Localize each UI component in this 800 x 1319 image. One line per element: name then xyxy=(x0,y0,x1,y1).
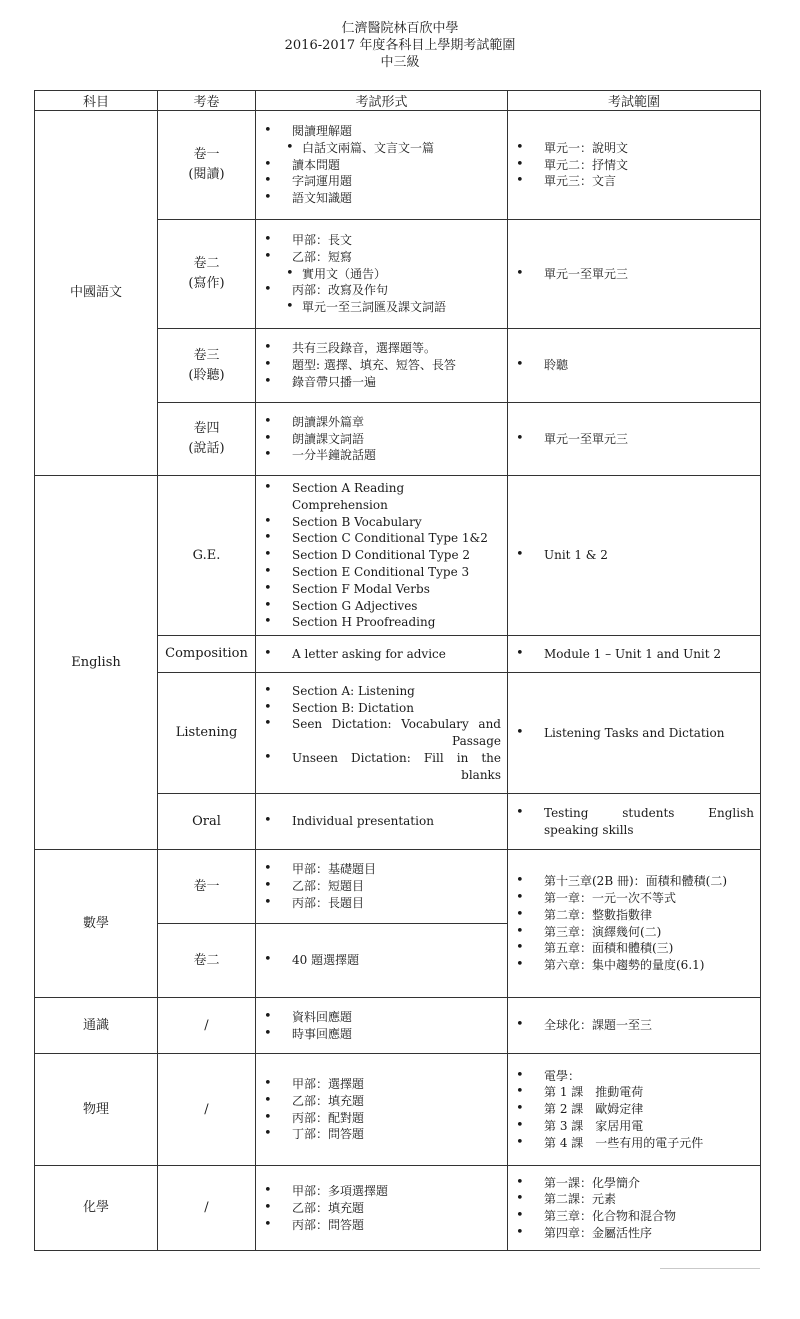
scope-cell xyxy=(508,850,761,998)
scope-cell xyxy=(508,329,761,403)
list-item: • Section G Adjectives xyxy=(264,598,501,615)
paper-name: Oral xyxy=(158,794,256,850)
paper-name: G.E. xyxy=(158,476,256,636)
paper-name: / xyxy=(158,1054,256,1166)
list-item: • 實用文（通告） xyxy=(264,266,501,283)
table-row xyxy=(35,998,761,1054)
list-item: • 單元一至三詞匯及課文詞語 xyxy=(264,299,501,316)
subject-maths: 數學 xyxy=(35,850,158,998)
list-item: • 甲部：基礎題目 xyxy=(264,861,501,878)
exam-scope-table xyxy=(34,90,761,1251)
list-item: • 甲部：選擇題 xyxy=(264,1076,501,1093)
paper-name: 卷二 xyxy=(158,924,256,998)
format-cell xyxy=(256,924,508,998)
scan-artifact-line xyxy=(660,1268,760,1269)
format-cell xyxy=(256,220,508,329)
document-title: 2016-2017 年度各科目上學期考試範圍 xyxy=(284,38,516,53)
list-item-line: speaking skills xyxy=(544,822,634,837)
paper-name: 卷一 xyxy=(193,147,220,162)
list-item: • 電學： xyxy=(516,1068,754,1085)
list-item: • Listening Tasks and Dictation xyxy=(516,725,754,742)
list-item: • 甲部：長文 xyxy=(264,232,501,249)
list-item: • Individual presentation xyxy=(264,813,501,830)
paper-cell xyxy=(158,329,256,403)
list-item: • 丙部：長題目 xyxy=(264,895,501,912)
list-item: • 第一章：一元一次不等式 xyxy=(516,890,754,907)
paper-name: 卷一 xyxy=(158,850,256,924)
list-item: • 第三章：演繹幾何(二) xyxy=(516,924,754,941)
list-item: • Section F Modal Verbs xyxy=(264,581,501,598)
list-item: • 朗讀課外篇章 xyxy=(264,414,501,431)
list-item-line: blanks xyxy=(461,767,501,782)
table-header-row xyxy=(35,91,761,111)
school-name: 仁濟醫院林百欣中學 xyxy=(341,21,459,36)
list-item: • 丁部：問答題 xyxy=(264,1126,501,1143)
list-item: • Section C Conditional Type 1&2 xyxy=(264,530,501,547)
list-item-line: • Seen Dictation: Vocabulary and xyxy=(292,717,501,732)
list-item xyxy=(264,716,501,750)
scope-cell xyxy=(508,476,761,636)
scope-cell xyxy=(508,1166,761,1251)
list-item: • 乙部：短寫 xyxy=(264,249,501,266)
scope-cell xyxy=(508,111,761,220)
list-item: • Unit 1 & 2 xyxy=(516,547,754,564)
scope-cell xyxy=(508,794,761,850)
paper-name: 卷三 xyxy=(193,347,220,363)
list-item xyxy=(516,805,754,839)
paper-type: (說話) xyxy=(188,441,225,456)
list-item: • 第 3 課 家居用電 xyxy=(516,1118,754,1135)
list-item: • 乙部：短題目 xyxy=(264,878,501,895)
format-cell xyxy=(256,636,508,673)
list-item: • 丙部：改寫及作句 xyxy=(264,282,501,299)
list-item: • 閱讀理解題 xyxy=(264,123,501,140)
list-item: • Section A Reading Comprehension xyxy=(264,480,501,514)
col-header-paper: 考卷 xyxy=(158,91,256,111)
list-item: • 乙部：填充題 xyxy=(264,1200,501,1217)
paper-type: (寫作) xyxy=(188,276,225,291)
scope-cell xyxy=(508,403,761,476)
list-item: • 語文知識題 xyxy=(264,190,501,207)
format-cell xyxy=(256,673,508,794)
table-row xyxy=(35,111,761,220)
list-item: • Section D Conditional Type 2 xyxy=(264,547,501,564)
list-item: • 第四章：金屬活性序 xyxy=(516,1225,754,1242)
list-item: • 第六章：集中趨勢的量度(6.1) xyxy=(516,957,754,974)
paper-type: (閱讀) xyxy=(188,167,225,182)
scope-cell xyxy=(508,998,761,1054)
format-cell xyxy=(256,111,508,220)
list-item: • 40 題選擇題 xyxy=(264,952,501,969)
format-cell xyxy=(256,850,508,924)
list-item: • 單元一至單元三 xyxy=(516,431,754,448)
list-item: • Section E Conditional Type 3 xyxy=(264,564,501,581)
list-item: • 第 1 課 推動電荷 xyxy=(516,1084,754,1101)
list-item: • 丙部：配對題 xyxy=(264,1110,501,1127)
list-item: • 全球化：課題一至三 xyxy=(516,1017,754,1034)
format-cell xyxy=(256,1054,508,1166)
list-item xyxy=(264,750,501,784)
list-item: • 第 2 課 歐姆定律 xyxy=(516,1101,754,1118)
paper-cell xyxy=(158,220,256,329)
paper-type: (聆聽) xyxy=(188,367,225,383)
col-header-subject: 科目 xyxy=(35,91,158,111)
document-header xyxy=(0,20,800,71)
list-item-line: Passage xyxy=(452,734,501,749)
list-item: • 第五章：面積和體積(三) xyxy=(516,940,754,957)
list-item: • 白話文兩篇、文言文一篇 xyxy=(264,140,501,157)
format-cell xyxy=(256,329,508,403)
subject-english: English xyxy=(35,476,158,850)
scope-cell xyxy=(508,1054,761,1166)
list-item: • 第二章：整數指數律 xyxy=(516,907,754,924)
list-item: • Section A: Listening xyxy=(264,683,501,700)
list-item: • A letter asking for advice xyxy=(264,646,501,663)
table-row xyxy=(35,850,761,924)
format-cell xyxy=(256,1166,508,1251)
subject-chemistry: 化學 xyxy=(35,1166,158,1251)
subject-chinese: 中國語文 xyxy=(35,111,158,476)
paper-name: Listening xyxy=(158,673,256,794)
format-cell xyxy=(256,403,508,476)
list-item: • 第一課：化學簡介 xyxy=(516,1175,754,1192)
list-item: • 乙部：填充題 xyxy=(264,1093,501,1110)
paper-name: 卷四 xyxy=(193,421,220,436)
scope-cell xyxy=(508,220,761,329)
list-item: • 錄音帶只播一遍 xyxy=(264,374,501,391)
list-item: • 甲部：多項選擇題 xyxy=(264,1183,501,1200)
subject-liberal-studies: 通識 xyxy=(35,998,158,1054)
paper-name: / xyxy=(158,998,256,1054)
list-item: • Section H Proofreading xyxy=(264,614,501,631)
paper-name: / xyxy=(158,1166,256,1251)
list-item: • 讀本問題 xyxy=(264,157,501,174)
list-item: • 單元二：抒情文 xyxy=(516,157,754,174)
list-item: • 單元一至單元三 xyxy=(516,266,754,283)
scope-cell xyxy=(508,636,761,673)
list-item: • 題型: 選擇、填充、短答、長答 xyxy=(264,357,501,374)
list-item: • 第二課：元素 xyxy=(516,1191,754,1208)
list-item: • Section B: Dictation xyxy=(264,700,501,717)
list-item: • 單元三：文言 xyxy=(516,173,754,190)
table-row xyxy=(35,1054,761,1166)
list-item: • Module 1 – Unit 1 and Unit 2 xyxy=(516,646,754,663)
paper-cell xyxy=(158,403,256,476)
list-item: • 共有三段錄音，選擇題等。 xyxy=(264,340,501,357)
col-header-format: 考試形式 xyxy=(256,91,508,111)
list-item: • 字詞運用題 xyxy=(264,173,501,190)
list-item: • 一分半鐘說話題 xyxy=(264,447,501,464)
list-item: • 時事回應題 xyxy=(264,1026,501,1043)
list-item: • 聆聽 xyxy=(516,357,754,374)
scope-cell xyxy=(508,673,761,794)
list-item: • 單元一：說明文 xyxy=(516,140,754,157)
list-item: • 丙部：問答題 xyxy=(264,1217,501,1234)
format-cell xyxy=(256,998,508,1054)
list-item: • Section B Vocabulary xyxy=(264,514,501,531)
paper-name: 卷二 xyxy=(193,256,220,271)
format-cell xyxy=(256,794,508,850)
table-row xyxy=(35,476,761,636)
col-header-scope: 考試範圍 xyxy=(508,91,761,111)
grade-level: 中三級 xyxy=(380,55,420,70)
list-item: • 第十三章(2B 冊)：面積和體積(二) xyxy=(516,873,754,890)
list-item: • 資料回應題 xyxy=(264,1009,501,1026)
table-row xyxy=(35,1166,761,1251)
list-item: • 第三章：化合物和混合物 xyxy=(516,1208,754,1225)
list-item: • 朗讀課文詞語 xyxy=(264,431,501,448)
list-item-line: • Testing students English xyxy=(544,805,754,820)
format-cell xyxy=(256,476,508,636)
list-item: • 第 4 課 一些有用的電子元件 xyxy=(516,1135,754,1152)
subject-physics: 物理 xyxy=(35,1054,158,1166)
paper-name: Composition xyxy=(158,636,256,673)
list-item-line: • Unseen Dictation: Fill in the xyxy=(292,750,501,765)
paper-cell xyxy=(158,111,256,220)
